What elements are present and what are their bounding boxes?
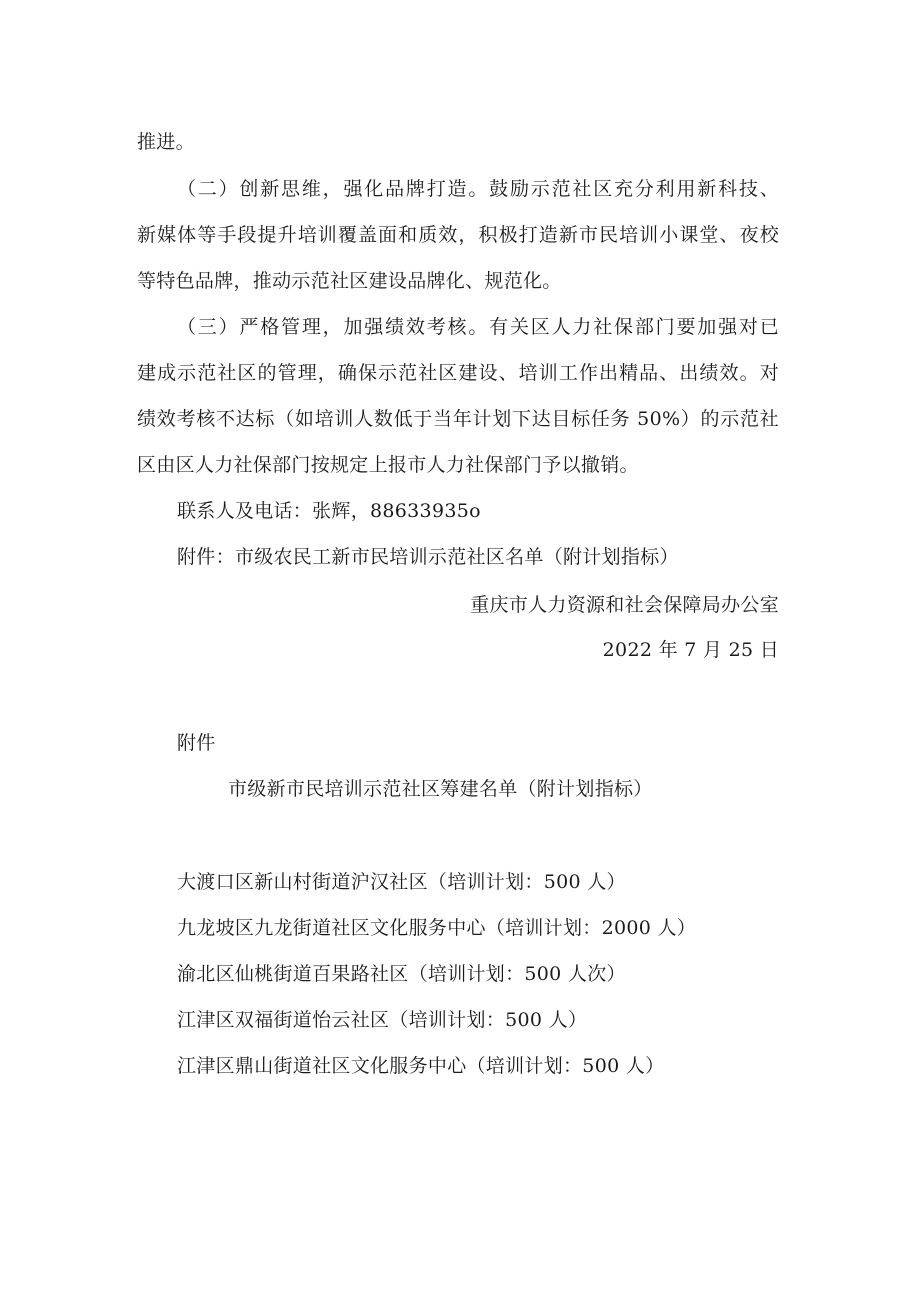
paragraph-line: （三）严格管理，加强绩效考核。有关区人力社保部门要加强对已	[177, 316, 779, 338]
paragraph-line: （二）创新思维，强化品牌打造。鼓励示范社区充分利用新科技、	[177, 178, 779, 200]
paragraph-line: 区由区人力社保部门按规定上报市人力社保部门予以撤销。	[137, 454, 639, 476]
list-item: 江津区双福街道怡云社区（培训计划：500 人）	[177, 1009, 588, 1031]
annex-title: 市级新市民培训示范社区筹建名单（附计划指标）	[228, 778, 653, 800]
paragraph-line: 建成示范社区的管理，确保示范社区建设、培训工作出精品、出绩效。对	[137, 362, 779, 384]
paragraph-line: 新媒体等手段提升培训覆盖面和质效，积极打造新市民培训小课堂、夜校	[137, 224, 779, 246]
attachment-note: 附件：市级农民工新市民培训示范社区名单（附计划指标）	[177, 546, 679, 568]
paragraph-line: 绩效考核不达标（如培训人数低于当年计划下达目标任务 50%）的示范社	[137, 408, 779, 430]
list-item: 江津区鼎山街道社区文化服务中心（培训计划：500 人）	[177, 1055, 665, 1077]
list-item: 九龙坡区九龙街道社区文化服务中心（培训计划：2000 人）	[177, 917, 697, 939]
paragraph-line: 等特色品牌，推动示范社区建设品牌化、规范化。	[137, 270, 562, 292]
issuing-office: 重庆市人力资源和社会保障局办公室	[470, 594, 779, 616]
contact-line: 联系人及电话：张辉，88633935o	[177, 500, 481, 522]
annex-label: 附件	[177, 732, 216, 754]
list-item: 大渡口区新山村街道沪汉社区（培训计划：500 人）	[177, 871, 626, 893]
paragraph-line: 推进。	[137, 131, 195, 153]
issue-date: 2022 年 7 月 25 日	[602, 639, 779, 661]
list-item: 渝北区仙桃街道百果路社区（培训计划：500 人次）	[177, 963, 626, 985]
